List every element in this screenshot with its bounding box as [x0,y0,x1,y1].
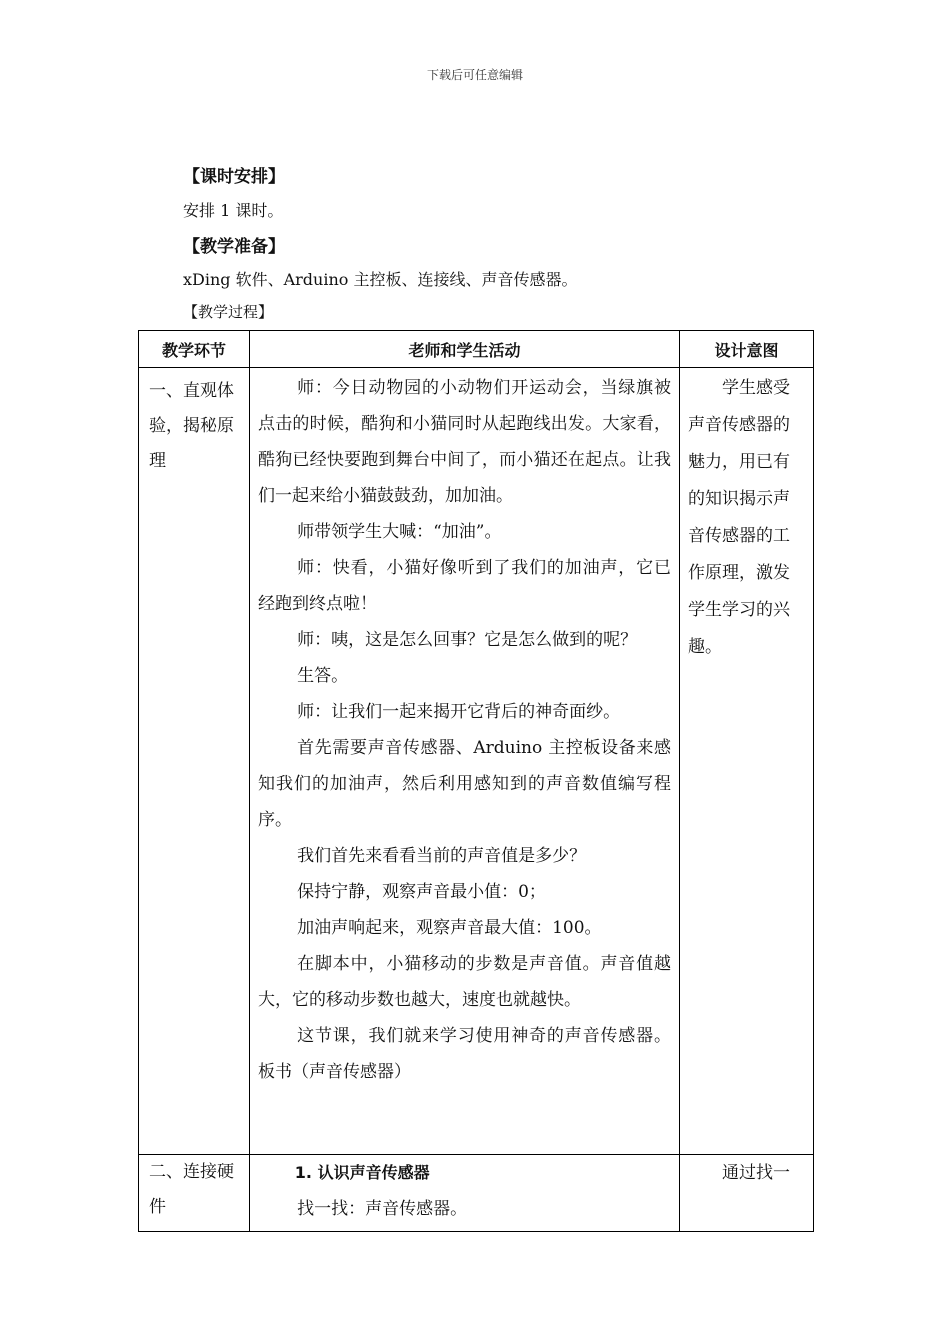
table-header-row [139,331,814,368]
teaching-process-table [138,330,814,1232]
table-row [139,368,814,1155]
table-row [139,1155,814,1232]
activity-line: 找一找：声音传感器。 [297,1199,468,1219]
activity-line: 生答。 [297,666,349,686]
header-intent: 设计意图 [680,331,814,368]
intent-text: 学生感受声音传感器的魅力，用已有的知识揭示声音传感器的工作原理，激发学生学习的兴趣。 [688,378,790,657]
prep-heading: 【教学准备】 [183,237,285,257]
activity-line: 师：快看，小猫好像听到了我们的加油声，它已经跑到终点啦！ [258,558,671,614]
activity-line: 师：咦，这是怎么回事？它是怎么做到的呢？ [297,630,638,650]
process-heading: 【教学过程】 [183,303,274,321]
header-activities: 老师和学生活动 [250,331,680,368]
stage-cell [139,368,250,1155]
activity-line: 这节课，我们就来学习使用神奇的声音传感器。板书（声音传感器） [258,1026,671,1082]
intent-cell [680,368,814,1155]
header-stage: 教学环节 [139,331,250,368]
intent-text: 通过找一 [722,1163,790,1183]
prep-text: xDing 软件、Arduino 主控板、连接线、声音传感器。 [183,270,578,289]
activity-line: 在脚本中，小猫移动的步数是声音值。声音值越大，它的移动步数也越大，速度也就越快。 [258,954,671,1010]
schedule-text: 安排 1 课时。 [183,201,284,220]
activity-line: 加油声响起来，观察声音最大值：100。 [297,918,602,938]
activity-line: 师：让我们一起来揭开它背后的神奇面纱。 [297,702,621,722]
stage-text: 二、连接硬件 [149,1162,234,1217]
activity-line: 我们首先来看看当前的声音值是多少？ [297,846,587,866]
stage-text: 一、直观体验，揭秘原理 [149,381,234,471]
activity-line: 首先需要声音传感器、Arduino 主控板设备来感知我们的加油声，然后利用感知到的声音数值编写程序。 [258,738,671,830]
schedule-heading: 【课时安排】 [183,167,285,187]
stage-cell [139,1155,250,1232]
activities-cell [250,368,680,1155]
header-note: 下载后可任意编辑 [426,68,523,82]
activity-title: 1. 认识声音传感器 [294,1163,430,1182]
intent-cell [680,1155,814,1232]
activity-line: 师带领学生大喊：“加油”。 [297,522,502,542]
activity-line: 保持宁静，观察声音最小值：0； [297,882,546,902]
activities-cell [250,1155,680,1232]
activity-line: 师：今日动物园的小动物们开运动会，当绿旗被点击的时候，酷狗和小猫同时从起跑线出发。大家看，酷狗已经快要跑到舞台中间了，而小猫还在起点。让我们一起来给小猫鼓鼓劲，加加油。 [258,378,671,506]
